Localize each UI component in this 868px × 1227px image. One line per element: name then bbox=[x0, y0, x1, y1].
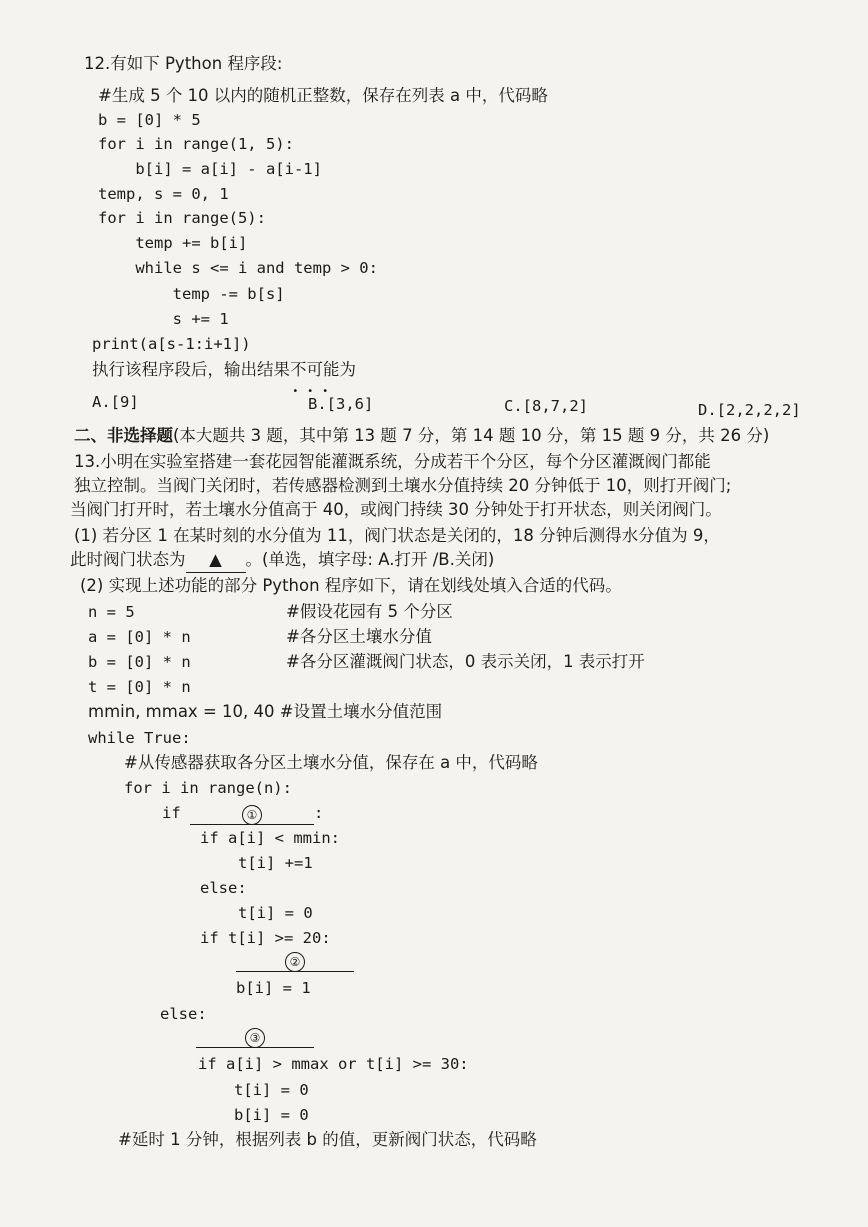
q12-question-emph-text: 不可能 bbox=[290, 360, 340, 379]
q12-question bbox=[92, 358, 356, 397]
q13-b-zero: b[i] = 0 bbox=[234, 1106, 309, 1124]
q13-decl-4-code: t = [0] * n bbox=[88, 678, 191, 696]
q13-decl-3-code: b = [0] * n bbox=[88, 653, 191, 671]
q12-option-c: C.[8,7,2] bbox=[504, 397, 588, 415]
q12-code-line-6: for i in range(5): bbox=[98, 209, 266, 227]
q13-decl-1-code: n = 5 bbox=[88, 603, 135, 621]
q12-option-d: D.[2,2,2,2] bbox=[698, 401, 801, 419]
q13-t-inc: t[i] +=1 bbox=[238, 854, 313, 872]
q13-sensor-comment: #从传感器获取各分区土壤水分值，保存在 a 中，代码略 bbox=[124, 753, 538, 772]
q13-blank3-line bbox=[196, 1024, 314, 1048]
section2-note: (本大题共 3 题，其中第 13 题 7 分，第 14 题 10 分，第 15 题 9 分，共 26 分) bbox=[173, 426, 770, 445]
emphasis-dots: ••• bbox=[292, 386, 338, 397]
section2-title: 二、非选择题 bbox=[74, 426, 173, 445]
q12-code-line-11: print(a[s-1:i+1]) bbox=[92, 335, 251, 353]
q13-decl-2-comment: #各分区土壤水分值 bbox=[286, 627, 432, 646]
q12-question-prefix: 执行该程序段后，输出结果 bbox=[92, 360, 290, 379]
q13-t-zero-a: t[i] = 0 bbox=[238, 904, 313, 922]
blank-3[interactable] bbox=[196, 1025, 314, 1048]
q13-if-keyword: if bbox=[162, 804, 181, 822]
blank-3-marker: ③ bbox=[245, 1028, 265, 1048]
q13-t-zero-b: t[i] = 0 bbox=[234, 1081, 309, 1099]
q12-code-line-10: s += 1 bbox=[98, 310, 229, 328]
q13-intro-line-3: 当阀门打开时，若土壤水分值高于 40，或阀门持续 30 分钟处于打开状态，则关闭阀门。 bbox=[70, 500, 722, 519]
q13-if-blank1 bbox=[162, 801, 323, 825]
q13-if-colon: : bbox=[314, 804, 324, 822]
q12-code-line-2: b = [0] * 5 bbox=[98, 111, 201, 129]
q13-while: while True: bbox=[88, 729, 191, 747]
q12-code-line-9: temp -= b[s] bbox=[98, 285, 285, 303]
q12-question-emphasis bbox=[290, 360, 340, 397]
q13-blank2-line bbox=[236, 948, 354, 972]
q13-b-one: b[i] = 1 bbox=[236, 979, 311, 997]
q12-question-suffix: 为 bbox=[339, 360, 356, 379]
q13-delay-comment: #延时 1 分钟，根据列表 b 的值，更新阀门状态，代码略 bbox=[118, 1130, 537, 1149]
blank-2-marker: ② bbox=[285, 952, 305, 972]
blank-1-marker: ① bbox=[242, 805, 262, 825]
q12-code-line-4: b[i] = a[i] - a[i-1] bbox=[98, 160, 322, 178]
q12-option-b: B.[3,6] bbox=[308, 395, 374, 413]
q12-option-a: A.[9] bbox=[92, 393, 139, 411]
q13-else-1: else: bbox=[200, 879, 247, 897]
q13-if-max: if a[i] > mmax or t[i] >= 30: bbox=[198, 1055, 469, 1073]
q12-code-line-3: for i in range(1, 5): bbox=[98, 135, 294, 153]
q13-decl-2-code: a = [0] * n bbox=[88, 628, 191, 646]
blank-1[interactable] bbox=[190, 802, 314, 825]
q13-if-t: if t[i] >= 20: bbox=[200, 929, 331, 947]
q13-else-2: else: bbox=[160, 1005, 207, 1023]
q12-code-line-7: temp += b[i] bbox=[98, 234, 248, 252]
q13-decl-1-comment: #假设花园有 5 个分区 bbox=[286, 602, 453, 621]
q13-sub1-line2 bbox=[70, 548, 494, 573]
q13-sub1-line1: (1) 若分区 1 在某时刻的水分值为 11，阀门状态是关闭的，18 分钟后测得水分值为 9， bbox=[74, 526, 720, 545]
q13-for: for i in range(n): bbox=[124, 779, 292, 797]
q13-sub1-prefix: 此时阀门状态为 bbox=[70, 550, 186, 569]
blank-2[interactable] bbox=[236, 949, 354, 972]
q13-intro-line-2: 独立控制。当阀门关闭时，若传感器检测到土壤水分值持续 20 分钟低于 10，则打开阀门; bbox=[74, 476, 732, 495]
q12-title: 12.有如下 Python 程序段: bbox=[84, 54, 283, 73]
q13-sub2: (2) 实现上述功能的部分 Python 程序如下，请在划线处填入合适的代码。 bbox=[80, 576, 622, 595]
q13-intro-line-1: 13.小明在实验室搭建一套花园智能灌溉系统，分成若干个分区，每个分区灌溉阀门都能 bbox=[74, 452, 711, 471]
q13-if-a: if a[i] < mmin: bbox=[200, 829, 340, 847]
q13-sub1-suffix: 。(单选，填字母: A.打开 /B.关闭) bbox=[245, 550, 495, 569]
answer-blank-triangle[interactable]: ▲ bbox=[186, 548, 246, 573]
q13-decl-3-comment: #各分区灌溉阀门状态，0 表示关闭，1 表示打开 bbox=[286, 652, 645, 671]
q12-code-line-1: #生成 5 个 10 以内的随机正整数，保存在列表 a 中，代码略 bbox=[98, 86, 548, 105]
q12-code-line-8: while s <= i and temp > 0: bbox=[98, 259, 378, 277]
q13-mm-line: mmin, mmax = 10, 40 #设置土壤水分值范围 bbox=[88, 702, 443, 721]
section2-heading bbox=[74, 424, 769, 448]
q12-code-line-5: temp, s = 0, 1 bbox=[98, 185, 229, 203]
